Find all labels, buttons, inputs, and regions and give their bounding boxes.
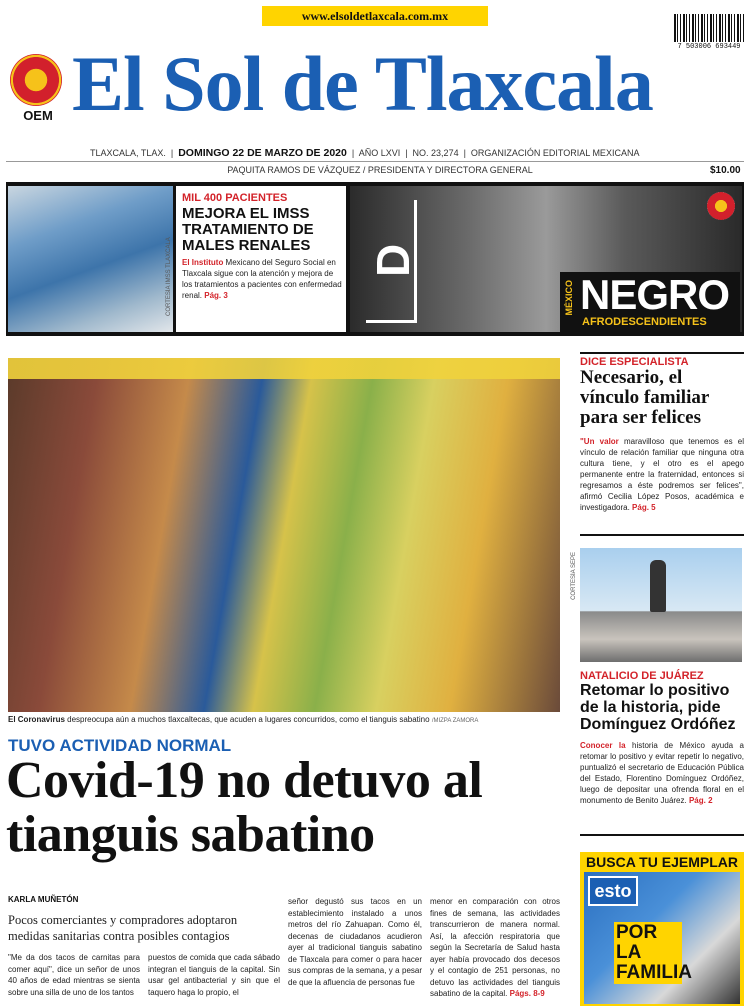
side2-page-ref[interactable]: Pág. 2 xyxy=(688,796,713,805)
main-page-ref[interactable]: Págs. 8-9 xyxy=(509,989,545,998)
photo-caption xyxy=(8,715,560,724)
year: AÑO LXVI xyxy=(358,148,401,158)
imss-page-ref[interactable]: Pág. 3 xyxy=(204,291,228,300)
side2-body: historia de México ayuda a retomar lo positivo y evitar repetir lo negativo, puntualizó el secretario de Educación Pública del Estado, Florentino Domínguez Ordóñez, luego de depositar una ofrenda floral en el monumento de Benito Juárez. xyxy=(580,741,745,805)
article-column-4 xyxy=(430,896,560,1000)
side2-lead: Conocer la xyxy=(580,741,626,750)
issue-number: NO. 23,274 xyxy=(412,148,459,158)
side1-page-ref[interactable]: Pág. 5 xyxy=(632,503,656,512)
price: $10.00 xyxy=(710,165,741,176)
imss-photo-credit: CORTESÍA IMSS TLAXCALA xyxy=(166,237,172,316)
side1-body: maravilloso que tenemos es el vínculo de relación familiar que ninguna otra cultura tiene, y el otro es el apego permanente entre la fraternidad, entonces si regresamos a éste podremos ser felices", afirmó Cecilia López Posos, académica e investigadora. xyxy=(580,437,744,512)
imss-photo xyxy=(8,186,173,332)
negro-word: NEGRO xyxy=(580,271,730,318)
masthead: El Sol de Tlaxcala xyxy=(72,40,653,127)
statue-icon xyxy=(650,560,666,612)
organization: ORGANIZACIÓN EDITORIAL MEXICANA xyxy=(470,148,640,158)
promo-cover-headline: POR LA FAMILIA xyxy=(616,922,692,983)
seal-icon xyxy=(707,192,735,220)
imss-summary xyxy=(182,257,342,301)
website-url[interactable]: www.elsoldetlaxcala.com.mx xyxy=(262,6,488,26)
main-kicker: TUVO ACTIVIDAD NORMAL xyxy=(8,736,232,755)
side1-summary xyxy=(580,436,744,513)
tianguis-photo xyxy=(8,358,560,712)
article-column-1: "Me da dos tacos de carnitas para comer aquí", dice un señor de unos 40 años de edad mientras se sienta sobre una silla de uno de los tantos xyxy=(8,953,140,997)
divider xyxy=(580,834,744,836)
imss-lead: El Instituto xyxy=(182,258,224,267)
caption-credit: /MIZPA ZAMORA xyxy=(431,718,479,724)
side1-kicker: DICE ESPECIALISTA xyxy=(580,356,689,368)
main-headline[interactable]: Covid-19 no detuvo al tianguis sabatino xyxy=(6,752,483,863)
city: TLAXCALA, TLAX. xyxy=(90,148,166,158)
side1-lead: "Un valor xyxy=(580,437,619,446)
byline: KARLA MUÑETÓN xyxy=(8,895,79,904)
negro-subtitle: AFRODESCENDIENTES xyxy=(582,316,707,328)
esto-logo: esto xyxy=(588,876,638,906)
edition-info: TLAXCALA, TLAX. | DOMINGO 22 DE MARZO DE 2020 | AÑO LXVI | NO. 23,274 | ORGANIZACIÓN EDITORIAL MEXICANA xyxy=(90,147,640,159)
side2-headline[interactable]: Retomar lo positivo de la historia, pide Domínguez Ordóñez xyxy=(580,682,736,733)
imss-kicker: MIL 400 PACIENTES xyxy=(182,192,288,204)
side1-headline[interactable]: Necesario, el vínculo familiar para ser felices xyxy=(580,367,709,428)
imss-teaser[interactable] xyxy=(176,186,346,332)
article-column-2: puestos de comida que cada sábado integran el tianguis de la capital. Sin usar gel antibacterial y sin que el taquero haga lo propio, el xyxy=(148,953,280,997)
edition-date: DOMINGO 22 DE MARZO DE 2020 xyxy=(178,147,347,159)
divider xyxy=(580,352,744,354)
side2-kicker: NATALICIO DE JUÁREZ xyxy=(580,670,704,682)
oem-label: OEM xyxy=(23,108,53,123)
caption-text: despreocupa aún a muchos tlaxcaltecas, que acuden a lugares concurridos, como el tianguis sabatino xyxy=(64,715,430,724)
caption-lead: El Coronavirus xyxy=(8,715,65,724)
side2-summary xyxy=(580,740,744,806)
imss-headline: MEJORA EL IMSS TRATAMIENTO DE MALES RENALES xyxy=(182,205,314,254)
imss-body: Mexicano del Seguro Social en Tlaxcala sigue con la atención y mejora de los tratamientos a pacientes con enfermedad renal. xyxy=(182,258,342,300)
divider xyxy=(6,161,744,162)
col4-text: menor en comparación con otros fines de semana, las actividades transcurrieron de manera normal. Así, la afección respiratoria que según la Secretaría de Salud hasta ayer había provocado dos decesos y el contagio de 251 personas, no detuvo las actividades del tianguis sabatino de la capital. xyxy=(430,897,560,998)
promo-title: BUSCA TU EJEMPLAR xyxy=(586,854,738,870)
section-d-logo: D xyxy=(366,200,417,323)
article-column-3: señor degustó sus tacos en un establecimiento instalado a unos metros del río Zahuapan. Como él, decenas de ciudadanos acudieron ayer al tradicional tianguis sabatino de Tlaxcala para comer o para hacer sus compras de la semana, y a pesar de que la afluencia de personas fue xyxy=(288,897,422,987)
barcode-number: 7 503006 693449 xyxy=(677,43,741,51)
oem-logo-icon xyxy=(10,54,62,106)
side2-photo-credit: CORTESÍA SEPE xyxy=(571,552,577,600)
main-deck: Pocos comerciantes y compradores adoptaron medidas sanitarias contra posibles contagios xyxy=(8,913,238,943)
divider xyxy=(580,534,744,536)
director: PAQUITA RAMOS DE VÁZQUEZ / PRESIDENTA Y DIRECTORA GENERAL xyxy=(227,165,533,175)
negro-mexico: MÉXICO xyxy=(564,280,574,316)
